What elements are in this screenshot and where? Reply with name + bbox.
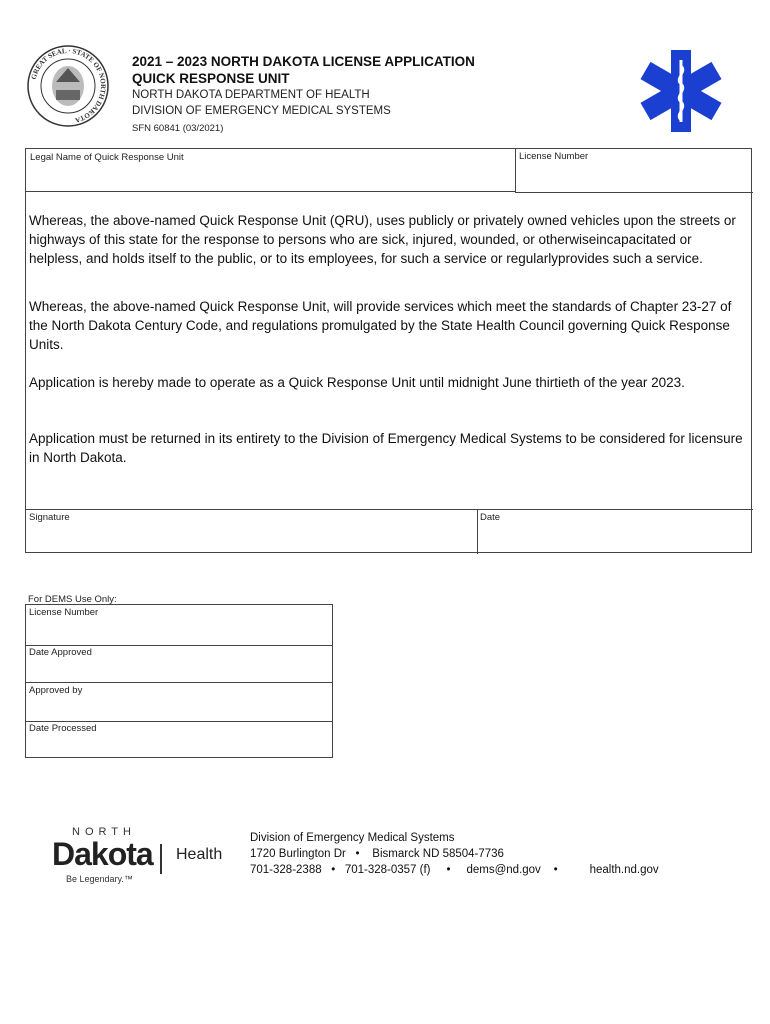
footer-email[interactable]: dems@nd.gov	[466, 864, 541, 876]
form-title	[132, 53, 475, 87]
great-seal-logo	[26, 44, 110, 128]
signature-field[interactable]	[25, 509, 478, 554]
division-name: DIVISION OF EMERGENCY MEDICAL SYSTEMS	[132, 105, 391, 117]
logo-north: NORTH	[72, 826, 136, 838]
footer-org: Division of Emergency Medical Systems	[250, 832, 455, 844]
legal-name-label: Legal Name of Quick Response Unit	[30, 152, 184, 163]
paragraph-3: Application is hereby made to operate as a Quick Response Unit until midnight June thirtieth of the year 2023.	[29, 375, 685, 390]
paragraph-4: Application must be returned in its entirety to the Division of Emergency Medical Systems to be considered for licensure in North Dakota.	[29, 431, 743, 465]
license-number-label: License Number	[519, 151, 589, 162]
legal-name-field[interactable]	[25, 148, 516, 192]
dems-heading: For DEMS Use Only:	[28, 594, 117, 605]
application-form	[25, 148, 752, 553]
dems-license-number-field[interactable]	[26, 605, 332, 646]
dems-license-number-label: License Number	[29, 607, 99, 618]
signature-label: Signature	[29, 512, 70, 523]
logo-dakota: Dakota	[52, 836, 153, 872]
form-number: SFN 60841 (03/2021)	[132, 123, 224, 134]
logo-tagline: Be Legendary.™	[66, 874, 133, 884]
dems-date-approved-label: Date Approved	[29, 647, 92, 658]
title-line-2: QUICK RESPONSE UNIT	[132, 71, 290, 86]
dems-date-processed-label: Date Processed	[29, 723, 97, 734]
date-field[interactable]	[478, 509, 753, 554]
department-name: NORTH DAKOTA DEPARTMENT OF HEALTH	[132, 89, 370, 101]
paragraph-2: Whereas, the above-named Quick Response Unit, will provide services which meet the standards of Chapter 23-27 of the North Dakota Century Code, and regulations promulgated by the State Health Council governing Quick Response Units.	[29, 299, 732, 352]
footer-address: 1720 Burlington Dr • Bismarck ND 58504-7736	[250, 848, 504, 860]
footer-website[interactable]: health.nd.gov	[589, 864, 659, 876]
footer-phone: 701-328-2388	[250, 864, 322, 876]
dems-date-processed-field[interactable]	[26, 721, 332, 757]
footer-fax: 701-328-0357 (f)	[344, 864, 431, 876]
dems-approved-by-field[interactable]	[26, 682, 332, 722]
date-label: Date	[480, 512, 501, 523]
logo-divider	[160, 844, 162, 874]
title-line-1: 2021 – 2023 NORTH DAKOTA LICENSE APPLICATION	[132, 54, 475, 69]
dems-use-box	[25, 604, 333, 758]
dems-approved-by-label: Approved by	[29, 685, 83, 696]
footer-contact: 701-328-2388 • 701-328-0357 (f) • dems@nd.gov • health.nd.gov	[250, 864, 659, 876]
paragraph-1: Whereas, the above-named Quick Response Unit (QRU), uses publicly or privately owned vehicles upon the streets or highways of this state for the response to persons who are sick, injured, wounded, or otherwiseincapacitated or helpless, and holds itself to the public, or to its employees, for such a service or regularlyprovides such a service.	[29, 213, 736, 266]
seal-text: GREAT SEAL · STATE OF NORTH DAKOTA	[29, 46, 108, 125]
dems-date-approved-field[interactable]	[26, 645, 332, 683]
license-number-field[interactable]	[515, 148, 753, 193]
star-of-life-icon	[640, 50, 722, 132]
logo-health: Health	[176, 846, 223, 863]
